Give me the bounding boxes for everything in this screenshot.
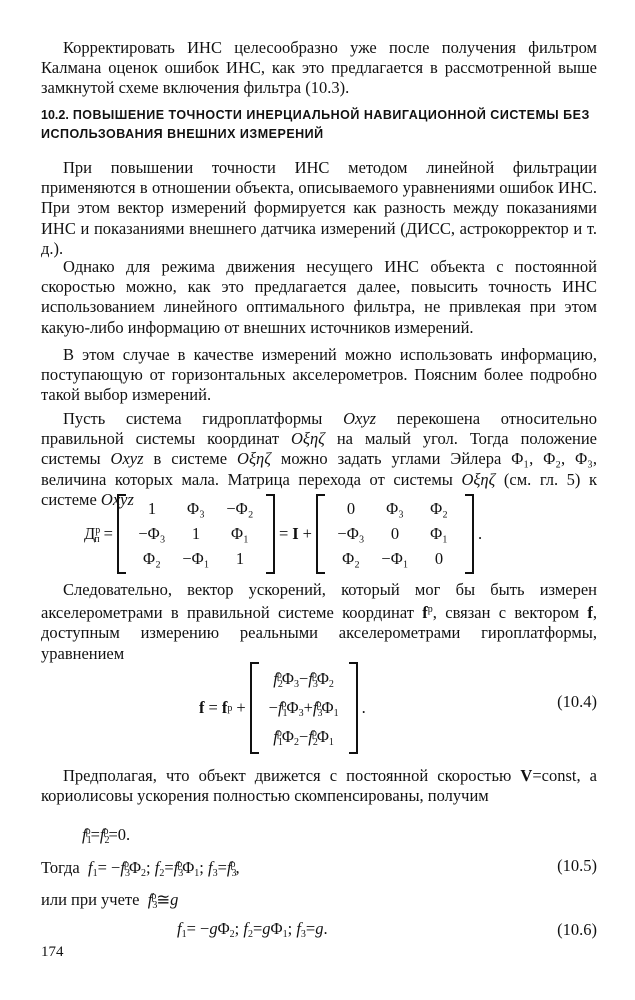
matrix-cell: Φ₃ [386,499,404,518]
section-heading [41,106,597,144]
equation-fp-zero: $f_1^p=f_2^p=0$. [82,825,131,846]
paragraph-4: В этом случае в качестве измерений можно использовать информацию, поступающую от горизонтальных акселерометров. Поясним более подробно такой выбор измерений. [41,345,597,405]
paragraph-3: Однако для режима движения несущего ИНС объекта с постоянной скоростью можно, как это предлагается далее, повысить точность ИНС использованием линейного оптимального фильтра, не привлекая при этом какую-либо информацию от внешних источников измерений. [41,257,597,337]
paragraph-1: Корректировать ИНС целесообразно уже после получения фильтром Калмана оценок ошибок ИНС, как это предлагается в рассмотренной выше замкнутой схеме включения фильтра (10.3). [41,38,597,98]
matrix-cell: Φ₁ [231,524,249,543]
symbol-oxi: Oξηζ [291,429,325,449]
section-number: 10.2. [41,108,69,122]
matrix-cell: 0 [434,549,444,568]
symbol-oxyz: Oxyz [343,409,377,428]
matrix-cell: Φ₂ [342,549,360,568]
matrix-cell: 0 [390,524,400,543]
equation-number-10-5: (10.5) [557,856,597,875]
matrix-cell: 1 [235,549,245,568]
paragraph-7: Предполагая, что объект движется с постоянной скоростью V=const, а кориолисовы ускорения полностью скомпенсированы, получим [41,766,598,806]
matrix-skew [325,497,465,572]
matrix-cell: −Φ₃ [138,524,166,543]
paragraph-6: Следовательно, вектор ускорений, который мог бы быть измерен акселерометрами в правильной системе координат $f^p$, связан с вектором f, доступным измерению реальными акселерометрами гироплатформы, уравнением [41,580,598,663]
matrix-label: $Д^р_п$ [84,523,101,545]
matrix-cell: 1 [147,499,157,518]
equation-10-5: Тогда $f_1= -f_3^p\Phi_2$; $f_2=f_3^p\Phi_1$; $f_3=f_3^p$, [41,858,240,879]
matrix-cell: −Φ₁ [182,549,210,568]
matrix-cell: −Φ₂ [226,499,254,518]
matrix-cell: 0 [346,499,356,518]
matrix-cell: Φ₁ [430,524,448,543]
euler-angles: Φ₁, Φ₂, Φ₃ [511,449,593,469]
approx-condition: или при учете $f_3^p≅g$ [41,890,179,911]
bracket-left [117,494,126,574]
equation-10-6: $f_1= -g\Phi_2$; $f_2=g\Phi_1$; $f_3=g$. [177,919,328,940]
bracket-right [266,494,275,574]
acceleration-column: $f_2^p\Phi_3-f_3^p\Phi_2$ $-f_1^p\Phi_3+f_3^p\Phi_1$ $f_1^p\Phi_2-f_2^p\Phi_1$ [268,668,339,748]
paragraph-2: При повышении точности ИНС методом линейной фильтрации применяются в отношении объекта, описываемого уравнениями ошибок ИНС. При этом вектор измерений формируется как разность между показаниями ИНС и показаниями внешнего датчика измерений (ДИСС, астрокорректор и т. д.). [41,158,597,258]
matrix-cell: Φ₂ [143,549,161,568]
paragraph-5: Пусть система гидроплатформы Oxyz перекошена относительно правильной системы координат Oξηζ на малый угол. Тогда положение системы Oxyz в системе Oξηζ можно задать углами Эйлера Φ₁, Φ₂, Φ₃, величина которых мала. Матрица перехода от системы Oξηζ (см. гл. 5) к системе Oxyz [41,409,598,509]
matrix-cell: −Φ₃ [337,524,365,543]
matrix-cell: 1 [191,524,201,543]
identity-symbol: I [292,524,299,543]
section-title: ПОВЫШЕНИЕ ТОЧНОСТИ ИНЕРЦИАЛЬНОЙ НАВИГАЦИОННОЙ СИСТЕМЫ БЕЗ ИСПОЛЬЗОВАНИЯ ВНЕШНИХ ИЗМЕРЕНИЙ [41,108,590,141]
equation-number-10-4: (10.4) [557,692,597,711]
matrix-cell: Φ₂ [430,499,448,518]
page-number: 174 [41,944,64,960]
transition-matrix-equation: $Д^р_п$ = 1 Φ₃ −Φ₂ −Φ₃ 1 Φ₁ Φ₂ −Φ₁ 1 = I + 0 Φ₃ Φ₂ −Φ₃ 0 Φ₁ Φ₂ −Φ₁ 0 . [84,494,486,574]
equation-10-4: f = f p + $f_2^p\Phi_3-f_3^p\Phi_2$ $-f_1^p\Phi_3+f_3^p\Phi_1$ $f_1^p\Phi_2-f_2^p\Phi_1$ . [199,662,370,754]
matrix-cell: −Φ₁ [381,549,409,568]
matrix-cell: Φ₃ [187,499,205,518]
matrix-d [126,497,266,572]
equation-number-10-6: (10.6) [557,920,597,939]
